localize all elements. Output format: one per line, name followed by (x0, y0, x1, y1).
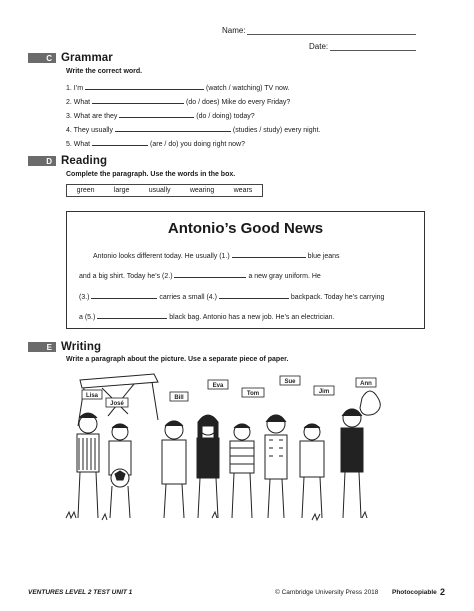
person-lisa (77, 413, 99, 518)
picture-label: Lisa (85, 393, 99, 399)
story-text: and a big shirt. Today he’s (2.) (79, 273, 173, 280)
date-label: Date: (309, 42, 329, 51)
picture-label: Ann (360, 381, 372, 387)
person-bill (162, 421, 186, 518)
grammar-blank-1[interactable] (85, 82, 204, 90)
story-text: backpack. Today he’s carrying (290, 294, 385, 301)
picture-label: Eva (212, 383, 224, 389)
reading-instruction: Complete the paragraph. Use the words in the box. (66, 171, 236, 178)
story-line-3 (79, 291, 384, 301)
name-label: Name: (222, 26, 246, 35)
grammar-blank-4[interactable] (115, 124, 231, 132)
section-tag-e: E (28, 342, 56, 352)
picture-label: José (110, 401, 124, 407)
grammar-item-1 (66, 82, 290, 92)
grammar-blank-2[interactable] (92, 96, 184, 104)
story-line-4 (79, 311, 335, 321)
grammar-item-1-post: (watch / watching) TV now. (206, 85, 290, 92)
grammar-item-4-post: (studies / study) every night. (232, 127, 321, 134)
footer-copyright: © Cambridge University Press 2018 (275, 589, 379, 596)
grammar-item-3-post: (do / doing) today? (196, 113, 255, 120)
person-jose (109, 424, 131, 518)
grammar-blank-3[interactable] (119, 110, 194, 118)
word-box (66, 184, 263, 197)
story-text: a (5.) (79, 314, 96, 321)
grammar-item-3-pre: 3. What are they (66, 113, 118, 120)
writing-instruction: Write a paragraph about the picture. Use a separate piece of paper. (66, 356, 289, 363)
word-box-item: wears (233, 187, 253, 194)
section-tag-c: C (28, 53, 56, 63)
picture-label: Jim (318, 389, 330, 395)
word-box-item: usually (148, 187, 171, 194)
footer-photocopiable: Photocopiable (392, 589, 437, 596)
story-blank-3[interactable] (91, 291, 157, 299)
story-text: (3.) (79, 294, 90, 301)
person-ann (341, 409, 363, 518)
word-box-item: wearing (189, 187, 215, 194)
grammar-section-heading (28, 52, 113, 64)
footer-left: VENTURES LEVEL 2 TEST UNIT 1 (28, 589, 133, 596)
story-text: carries a small (4.) (159, 294, 217, 301)
person-sue (265, 415, 287, 518)
person-tom (230, 424, 254, 518)
story-line-2 (79, 270, 321, 280)
grammar-item-2-post: (do / does) Mike do every Friday? (186, 99, 291, 106)
story-blank-5[interactable] (97, 311, 167, 319)
grammar-instruction: Write the correct word. (66, 68, 143, 75)
grammar-item-5-pre: 5. What (66, 141, 91, 148)
grammar-item-2-pre: 2. What (66, 99, 91, 106)
people-illustration (62, 368, 382, 528)
word-box-item: large (113, 187, 130, 194)
picture-label: Bill (174, 395, 184, 401)
story-text: blue jeans (307, 253, 340, 260)
section-tag-d: D (28, 156, 56, 166)
story-text: Antonio looks different today. He usually (1.) (93, 253, 230, 260)
grammar-title: Grammar (61, 52, 113, 64)
writing-section-heading (28, 341, 101, 353)
grammar-item-5 (66, 138, 245, 148)
person-jim (300, 424, 324, 518)
story-line-1 (93, 250, 340, 260)
story-box (66, 211, 425, 329)
story-blank-4[interactable] (219, 291, 289, 299)
story-blank-2[interactable] (174, 270, 246, 278)
grammar-item-3 (66, 110, 255, 120)
story-text: black bag. Antonio has a new job. He’s an electrician. (169, 314, 335, 321)
story-text: a new gray uniform. He (248, 273, 321, 280)
picture-label: Sue (284, 379, 296, 385)
grammar-item-1-pre: 1. I’m (66, 85, 84, 92)
grammar-item-4-pre: 4. They usually (66, 127, 113, 134)
reading-title: Reading (61, 155, 108, 167)
name-line[interactable] (247, 34, 416, 35)
story-title: Antonio’s Good News (167, 220, 324, 237)
person-eva (197, 415, 219, 518)
grammar-blank-5[interactable] (92, 138, 148, 146)
reading-section-heading (28, 155, 107, 167)
grammar-item-5-post: (are / do) you doing right now? (150, 141, 245, 148)
grammar-item-2 (66, 96, 290, 106)
writing-title: Writing (61, 341, 102, 353)
story-blank-1[interactable] (232, 250, 306, 258)
grammar-item-4 (66, 124, 320, 134)
word-box-item: green (76, 187, 95, 194)
picture-label: Tom (246, 391, 260, 397)
page-number: 2 (440, 587, 446, 597)
date-line[interactable] (330, 50, 416, 51)
